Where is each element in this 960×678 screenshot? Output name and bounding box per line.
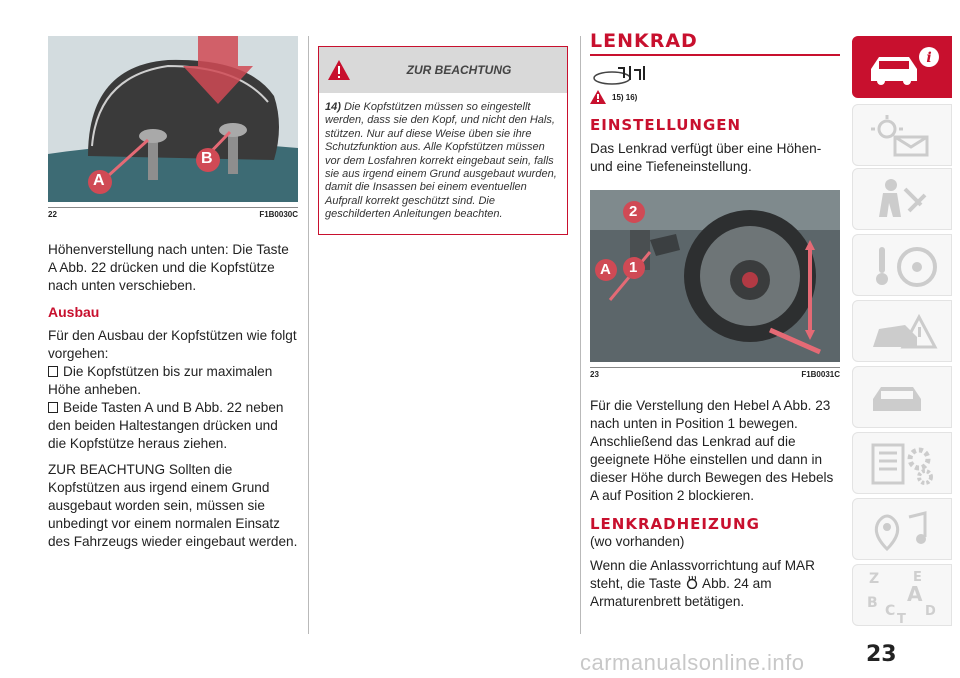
column-divider — [580, 36, 581, 634]
sidebar-tab-multimedia[interactable] — [852, 498, 952, 560]
heated-steering-icon — [685, 575, 699, 589]
steering-wheel-illustration — [590, 190, 840, 362]
warning-triangle-icon — [327, 59, 351, 81]
checkbox-bullet-icon — [48, 402, 58, 413]
column-divider — [308, 36, 309, 634]
index-letter: B — [867, 595, 878, 611]
warning-box — [318, 46, 568, 235]
list-item — [48, 363, 298, 399]
figure-number: 22 — [48, 210, 57, 219]
paragraph: Höhenverstellung nach unten: Die Taste A Abb. 22 drücken und die Kopfstütze nach unten verschieben. — [48, 242, 289, 293]
index-letter: Z — [869, 571, 880, 587]
column-middle — [318, 46, 568, 235]
warning-triangle-icon — [590, 90, 606, 104]
paragraph: Das Lenkrad verfügt über eine Höhen- und eine Tiefeneinstellung. — [590, 141, 822, 174]
list-item-text: Beide Tasten A und B Abb. 22 neben den beiden Haltestangen drücken und die Kopfstütze heraus ziehen. — [48, 400, 284, 451]
paragraph-part: Wenn die Anlassvorrichtung auf MAR steht, die Taste — [590, 558, 815, 591]
checkbox-bullet-icon — [48, 366, 58, 377]
index-letter: C — [885, 603, 896, 619]
headrest-illustration — [48, 36, 298, 202]
paragraph-part: Abb. 24 am Armaturenbrett betätigen. — [590, 576, 772, 609]
figure-label-a: A — [93, 172, 105, 189]
sidebar-tab-technical-data[interactable] — [852, 432, 952, 494]
multimedia-icon — [865, 505, 945, 555]
column-left — [48, 36, 298, 559]
maintenance-icon — [865, 373, 945, 423]
svg-text:i: i — [926, 50, 932, 66]
sidebar-tab-starting-driving[interactable] — [852, 234, 952, 296]
warning-symbols — [590, 64, 840, 86]
technical-data-icon — [865, 439, 945, 489]
warning-refs: 15) 16) — [612, 92, 638, 102]
figure-label-b: B — [201, 150, 213, 167]
warning-title: ZUR BEACHTUNG — [406, 63, 512, 77]
page-number: 23 — [866, 642, 897, 667]
warning-body: Die Kopfstützen müssen so eingestellt werden, dass sie den Kopf, und nicht den Hals, stützen. Nur auf diese Weise üben sie ihre Schutzfunktion aus. Alle Kopfstützen müssen vor dem Losfahren korrekt eingebaut sein, falls sie aus irgend einem Grund ausgebaut wurden, damit die Insassen bei einem eventuellen Aufprall korrekt geschützt sind. Die geschilderten Anleitungen beachten. — [325, 101, 557, 221]
sidebar-tab-emergency[interactable] — [852, 300, 952, 362]
airbag-steering-icon — [590, 64, 650, 86]
warning-refs-row — [590, 90, 840, 104]
figure-number: 23 — [590, 370, 599, 379]
paragraph: ZUR BEACHTUNG Sollten die Kopfstützen aus irgend einem Grund ausgebaut worden sein, müssen sie unbedingt vor einem normalen Einsatz des Fahrzeugs wieder eingebaut werden. — [48, 462, 298, 549]
index-letter: D — [925, 604, 936, 619]
paragraph: Für die Verstellung den Hebel A Abb. 23 nach unten in Position 1 bewegen. Anschließend das Lenkrad auf die geeignete Höhe einstellen und dann in dieser Höhe durch Bewegen des Hebels A auf Position 2 blockieren. — [590, 398, 834, 503]
sidebar-tab-seat-safety[interactable] — [852, 168, 952, 230]
heading-rule — [590, 54, 840, 56]
warning-lights-icon — [865, 111, 945, 161]
heading-ausbau: Ausbau — [48, 304, 100, 320]
list-item-text: Die Kopfstützen bis zur maximalen Höhe anheben. — [48, 364, 273, 397]
watermark: carmanualsonline.info — [580, 650, 805, 675]
sidebar-tab-index[interactable] — [852, 564, 952, 626]
figure-code: F1B0030C — [259, 210, 298, 219]
figure-label-a: A — [600, 261, 611, 278]
column-right — [590, 30, 840, 611]
figure-label-1: 1 — [629, 259, 638, 276]
seat-safety-icon — [865, 175, 945, 225]
index-letter: T — [897, 612, 906, 623]
sidebar-tab-warning-lights[interactable] — [852, 104, 952, 166]
heading-lenkrad: LENKRAD — [590, 30, 698, 52]
paragraph: Für den Ausbau der Kopfstützen wie folgt vorgehen: — [48, 328, 297, 361]
emergency-icon — [865, 307, 945, 357]
body-text — [48, 241, 298, 551]
list-item — [48, 399, 298, 453]
heading-lenkradheizung: LENKRADHEIZUNG — [590, 515, 760, 533]
figure-code: F1B0031C — [801, 370, 840, 379]
figure-caption — [590, 367, 840, 379]
sidebar-tab-maintenance[interactable] — [852, 366, 952, 428]
figure-label-2: 2 — [629, 203, 638, 220]
figure-caption — [48, 207, 298, 219]
heading-einstellungen: EINSTELLUNGEN — [590, 116, 742, 134]
subheading-wo-vorhanden: (wo vorhanden) — [590, 534, 685, 549]
figure-23 — [590, 190, 840, 379]
index-icon — [865, 567, 945, 623]
warning-ref: 14) — [325, 101, 341, 113]
warning-header — [319, 47, 567, 93]
sidebar-tab-car-info[interactable] — [852, 36, 952, 98]
warning-text — [319, 93, 567, 234]
car-info-icon — [865, 43, 945, 93]
index-letter: E — [913, 570, 922, 585]
paragraph — [590, 557, 840, 611]
starting-driving-icon — [865, 241, 945, 291]
figure-22 — [48, 36, 298, 219]
index-letter: A — [907, 582, 923, 606]
